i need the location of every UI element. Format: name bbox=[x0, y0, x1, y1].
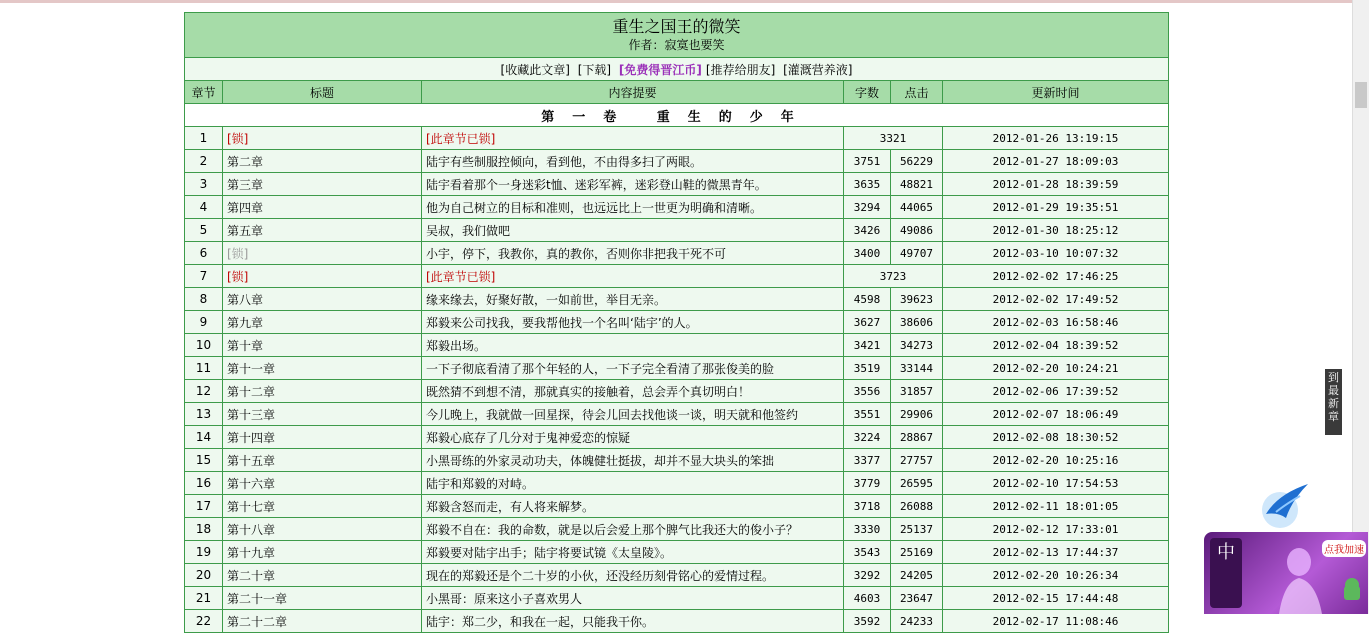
chapter-number: 19 bbox=[185, 541, 223, 564]
chapter-title-link[interactable]: 第十四章 bbox=[223, 426, 422, 449]
chapter-summary: 现在的郑毅还是个二十岁的小伙，还没经历刻骨铭心的爱情过程。 bbox=[422, 564, 844, 587]
chapter-click-count: 44065 bbox=[891, 196, 943, 219]
chapter-title-link[interactable]: 第十二章 bbox=[223, 380, 422, 403]
chapter-title-link[interactable]: 第十三章 bbox=[223, 403, 422, 426]
chapter-number: 8 bbox=[185, 288, 223, 311]
chapter-title-link[interactable]: 第九章 bbox=[223, 311, 422, 334]
chapter-title-link[interactable]: 第十五章 bbox=[223, 449, 422, 472]
chapter-summary: 郑毅不自在：我的命数，就是以后会爱上那个脾气比我还大的俊小子？ bbox=[422, 518, 844, 541]
chapter-click-count: 25169 bbox=[891, 541, 943, 564]
chapter-word-count: 3294 bbox=[844, 196, 891, 219]
chapter-word-count: 3421 bbox=[844, 334, 891, 357]
chapter-summary: [此章节已锁] bbox=[422, 127, 844, 150]
nutrient-link[interactable]: [灌溉营养液] bbox=[783, 62, 853, 77]
chapter-number: 3 bbox=[185, 173, 223, 196]
chapter-word-count: 3635 bbox=[844, 173, 891, 196]
chapter-update-time: 2012-02-20 10:25:16 bbox=[943, 449, 1169, 472]
chapter-title-link[interactable]: 第十八章 bbox=[223, 518, 422, 541]
chapter-row bbox=[185, 564, 1169, 587]
chapter-row bbox=[185, 265, 1169, 288]
browser-top-edge bbox=[0, 0, 1368, 3]
chapter-click-count: 56229 bbox=[891, 150, 943, 173]
col-title: 标题 bbox=[223, 81, 422, 104]
chapter-title-link[interactable]: 第二十一章 bbox=[223, 587, 422, 610]
chapter-list-container bbox=[184, 12, 1168, 629]
chapter-update-time: 2012-02-02 17:49:52 bbox=[943, 288, 1169, 311]
chapter-row bbox=[185, 334, 1169, 357]
chapter-update-time: 2012-02-20 10:26:34 bbox=[943, 564, 1169, 587]
chapter-click-count: 24233 bbox=[891, 610, 943, 633]
chapter-title-link[interactable]: 第二十二章 bbox=[223, 610, 422, 633]
column-header-row bbox=[185, 81, 1169, 104]
chapter-summary: 郑毅来公司找我，要我帮他找一个名叫‘陆宇’的人。 bbox=[422, 311, 844, 334]
volume-heading: 第一卷 重生的少年 bbox=[185, 104, 1169, 127]
chapter-word-count: 4603 bbox=[844, 587, 891, 610]
chapter-row bbox=[185, 495, 1169, 518]
chapter-number: 11 bbox=[185, 357, 223, 380]
chapter-update-time: 2012-02-11 18:01:05 bbox=[943, 495, 1169, 518]
col-updated: 更新时间 bbox=[943, 81, 1169, 104]
chapter-row bbox=[185, 196, 1169, 219]
chapter-row bbox=[185, 173, 1169, 196]
chapter-row bbox=[185, 449, 1169, 472]
scroll-thumb[interactable] bbox=[1355, 82, 1367, 108]
chapter-title-link[interactable]: 第十七章 bbox=[223, 495, 422, 518]
chapter-update-time: 2012-02-03 16:58:46 bbox=[943, 311, 1169, 334]
chapter-click-count: 26088 bbox=[891, 495, 943, 518]
chapter-click-count: 34273 bbox=[891, 334, 943, 357]
chapter-row bbox=[185, 380, 1169, 403]
chapter-word-count: 3551 bbox=[844, 403, 891, 426]
chapter-summary: 小黑哥：原来这小子喜欢男人 bbox=[422, 587, 844, 610]
chapter-click-count: 39623 bbox=[891, 288, 943, 311]
chapter-update-time: 2012-03-10 10:07:32 bbox=[943, 242, 1169, 265]
chapter-title-link[interactable]: 第二十章 bbox=[223, 564, 422, 587]
chapter-update-time: 2012-02-15 17:44:48 bbox=[943, 587, 1169, 610]
chapter-click-count: 25137 bbox=[891, 518, 943, 541]
book-title[interactable]: 重生之国王的微笑 bbox=[612, 17, 741, 36]
chapter-number: 6 bbox=[185, 242, 223, 265]
chapter-summary: 缘来缘去，好聚好散，一如前世，举目无亲。 bbox=[422, 288, 844, 311]
chapter-summary: 陆宇看着那个一身迷彩t恤、迷彩军裤，迷彩登山鞋的微黑青年。 bbox=[422, 173, 844, 196]
chapter-number: 5 bbox=[185, 219, 223, 242]
chapter-click-count: 38606 bbox=[891, 311, 943, 334]
chapter-summary: 陆宇和郑毅的对峙。 bbox=[422, 472, 844, 495]
chapter-number: 12 bbox=[185, 380, 223, 403]
chapter-word-count: 3718 bbox=[844, 495, 891, 518]
chapter-title-link[interactable]: 第三章 bbox=[223, 173, 422, 196]
col-clicks: 点击 bbox=[891, 81, 943, 104]
chapter-update-time: 2012-02-06 17:39:52 bbox=[943, 380, 1169, 403]
free-coins-link[interactable]: [免费得晋江币] bbox=[618, 62, 702, 77]
chapter-word-count: 3292 bbox=[844, 564, 891, 587]
chapter-word-count: 3592 bbox=[844, 610, 891, 633]
chapter-row bbox=[185, 311, 1169, 334]
chapter-number: 1 bbox=[185, 127, 223, 150]
chapter-word-count: 3519 bbox=[844, 357, 891, 380]
chapter-row bbox=[185, 541, 1169, 564]
chapter-word-count: 3723 bbox=[844, 265, 943, 288]
chapter-title-link[interactable]: [锁] bbox=[223, 127, 422, 150]
download-link[interactable]: [下载] bbox=[577, 62, 612, 77]
chapter-summary: 他为自己树立的目标和准则，也远远比上一世更为明确和清晰。 bbox=[422, 196, 844, 219]
chapter-summary: 郑毅含怒而走，有人将来解梦。 bbox=[422, 495, 844, 518]
chapter-word-count: 3400 bbox=[844, 242, 891, 265]
chapter-number: 4 bbox=[185, 196, 223, 219]
chapter-summary: 吴叔，我们做吧 bbox=[422, 219, 844, 242]
chapter-summary: 小宇，停下，我教你，真的教你，否则你非把我干死不可 bbox=[422, 242, 844, 265]
favorite-link[interactable]: [收藏此文章] bbox=[500, 62, 570, 77]
chapter-word-count: 3330 bbox=[844, 518, 891, 541]
chapter-summary: 小黑哥练的外家灵动功夫，体魄健壮挺拔，却并不显大块头的笨拙 bbox=[422, 449, 844, 472]
chapter-word-count: 4598 bbox=[844, 288, 891, 311]
chapter-word-count: 3556 bbox=[844, 380, 891, 403]
chapter-number: 20 bbox=[185, 564, 223, 587]
book-header bbox=[185, 13, 1169, 58]
chapter-row bbox=[185, 518, 1169, 541]
chapter-title-link[interactable]: [锁] bbox=[223, 265, 422, 288]
chapter-update-time: 2012-02-17 11:08:46 bbox=[943, 610, 1169, 633]
chapter-summary: 一下子彻底看清了那个年轻的人，一下子完全看清了那张俊美的脸 bbox=[422, 357, 844, 380]
chapter-click-count: 27757 bbox=[891, 449, 943, 472]
chapter-summary: 陆宇有些制服控倾向，看到他，不由得多扫了两眼。 bbox=[422, 150, 844, 173]
chapter-row bbox=[185, 426, 1169, 449]
chapter-word-count: 3321 bbox=[844, 127, 943, 150]
chapter-table bbox=[184, 12, 1169, 633]
chapter-click-count: 26595 bbox=[891, 472, 943, 495]
chapter-summary: [此章节已锁] bbox=[422, 265, 844, 288]
chapter-click-count: 49086 bbox=[891, 219, 943, 242]
chapter-update-time: 2012-02-08 18:30:52 bbox=[943, 426, 1169, 449]
chapter-update-time: 2012-01-26 13:19:15 bbox=[943, 127, 1169, 150]
chapter-word-count: 3627 bbox=[844, 311, 891, 334]
chapter-title-link[interactable]: 第五章 bbox=[223, 219, 422, 242]
chapter-number: 2 bbox=[185, 150, 223, 173]
chapter-click-count: 29906 bbox=[891, 403, 943, 426]
chapter-click-count: 48821 bbox=[891, 173, 943, 196]
chapter-title-link[interactable]: 第八章 bbox=[223, 288, 422, 311]
chapter-row bbox=[185, 472, 1169, 495]
chapter-number: 21 bbox=[185, 587, 223, 610]
to-newest-chapter-button[interactable]: 到最新章 bbox=[1325, 369, 1342, 435]
chapter-row bbox=[185, 242, 1169, 265]
chapter-title-link[interactable]: 第二章 bbox=[223, 150, 422, 173]
chapter-title-link[interactable]: 第十六章 bbox=[223, 472, 422, 495]
col-summary: 内容提要 bbox=[422, 81, 844, 104]
author-line[interactable]: 作者：寂寞也要笑 bbox=[628, 38, 725, 52]
chapter-number: 15 bbox=[185, 449, 223, 472]
chapter-title-link[interactable]: 第十章 bbox=[223, 334, 422, 357]
chapter-word-count: 3377 bbox=[844, 449, 891, 472]
chapter-row bbox=[185, 610, 1169, 633]
chapter-row bbox=[185, 587, 1169, 610]
col-chapter: 章节 bbox=[185, 81, 223, 104]
chapter-update-time: 2012-01-30 18:25:12 bbox=[943, 219, 1169, 242]
chapter-update-time: 2012-02-04 18:39:52 bbox=[943, 334, 1169, 357]
chapter-update-time: 2012-01-27 18:09:03 bbox=[943, 150, 1169, 173]
chapter-row bbox=[185, 403, 1169, 426]
promo-figure-icon bbox=[1264, 542, 1334, 614]
chapter-title-link[interactable]: [锁] bbox=[223, 242, 422, 265]
chapter-title-link[interactable]: 第四章 bbox=[223, 196, 422, 219]
ime-mode-indicator[interactable]: 中 bbox=[1210, 538, 1242, 608]
chapter-word-count: 3543 bbox=[844, 541, 891, 564]
recommend-link[interactable]: [推荐给朋友] bbox=[705, 62, 776, 77]
chapter-row bbox=[185, 219, 1169, 242]
chapter-update-time: 2012-01-28 18:39:59 bbox=[943, 173, 1169, 196]
chapter-row bbox=[185, 357, 1169, 380]
chapter-click-count: 23647 bbox=[891, 587, 943, 610]
ime-promo-widget[interactable] bbox=[1204, 532, 1368, 614]
chapter-row bbox=[185, 288, 1169, 311]
page-scrollbar[interactable] bbox=[1352, 0, 1369, 614]
chapter-number: 16 bbox=[185, 472, 223, 495]
chapter-number: 14 bbox=[185, 426, 223, 449]
chapter-word-count: 3751 bbox=[844, 150, 891, 173]
bird-logo-icon[interactable] bbox=[1256, 478, 1312, 532]
chapter-summary: 既然猜不到想不清，那就真实的接触着，总会弄个真切明白！ bbox=[422, 380, 844, 403]
chapter-row bbox=[185, 127, 1169, 150]
chapter-number: 18 bbox=[185, 518, 223, 541]
col-words: 字数 bbox=[844, 81, 891, 104]
chapter-summary: 郑毅要对陆宇出手；陆宇将要试镜《太皇陵》。 bbox=[422, 541, 844, 564]
android-icon bbox=[1340, 576, 1364, 606]
chapter-update-time: 2012-02-07 18:06:49 bbox=[943, 403, 1169, 426]
chapter-update-time: 2012-02-10 17:54:53 bbox=[943, 472, 1169, 495]
chapter-number: 7 bbox=[185, 265, 223, 288]
chapter-update-time: 2012-02-12 17:33:01 bbox=[943, 518, 1169, 541]
chapter-click-count: 31857 bbox=[891, 380, 943, 403]
chapter-update-time: 2012-02-02 17:46:25 bbox=[943, 265, 1169, 288]
chapter-word-count: 3426 bbox=[844, 219, 891, 242]
chapter-number: 9 bbox=[185, 311, 223, 334]
chapter-number: 13 bbox=[185, 403, 223, 426]
chapter-row bbox=[185, 150, 1169, 173]
chapter-click-count: 49707 bbox=[891, 242, 943, 265]
chapter-update-time: 2012-02-20 10:24:21 bbox=[943, 357, 1169, 380]
chapter-click-count: 24205 bbox=[891, 564, 943, 587]
chapter-word-count: 3224 bbox=[844, 426, 891, 449]
chapter-click-count: 28867 bbox=[891, 426, 943, 449]
chapter-update-time: 2012-02-13 17:44:37 bbox=[943, 541, 1169, 564]
chapter-update-time: 2012-01-29 19:35:51 bbox=[943, 196, 1169, 219]
chapter-word-count: 3779 bbox=[844, 472, 891, 495]
chapter-number: 17 bbox=[185, 495, 223, 518]
chapter-title-link[interactable]: 第十一章 bbox=[223, 357, 422, 380]
chapter-title-link[interactable]: 第十九章 bbox=[223, 541, 422, 564]
chapter-summary: 今儿晚上，我就做一回星探，待会儿回去找他谈一谈，明天就和他签约 bbox=[422, 403, 844, 426]
chapter-summary: 陆宇：郑二少，和我在一起，只能我干你。 bbox=[422, 610, 844, 633]
promo-badge[interactable]: 点我加速 bbox=[1322, 540, 1366, 557]
action-bar bbox=[185, 58, 1169, 81]
chapter-number: 22 bbox=[185, 610, 223, 633]
chapter-click-count: 33144 bbox=[891, 357, 943, 380]
chapter-summary: 郑毅心底存了几分对于鬼神爱恋的惊疑 bbox=[422, 426, 844, 449]
chapter-number: 10 bbox=[185, 334, 223, 357]
chapter-summary: 郑毅出场。 bbox=[422, 334, 844, 357]
